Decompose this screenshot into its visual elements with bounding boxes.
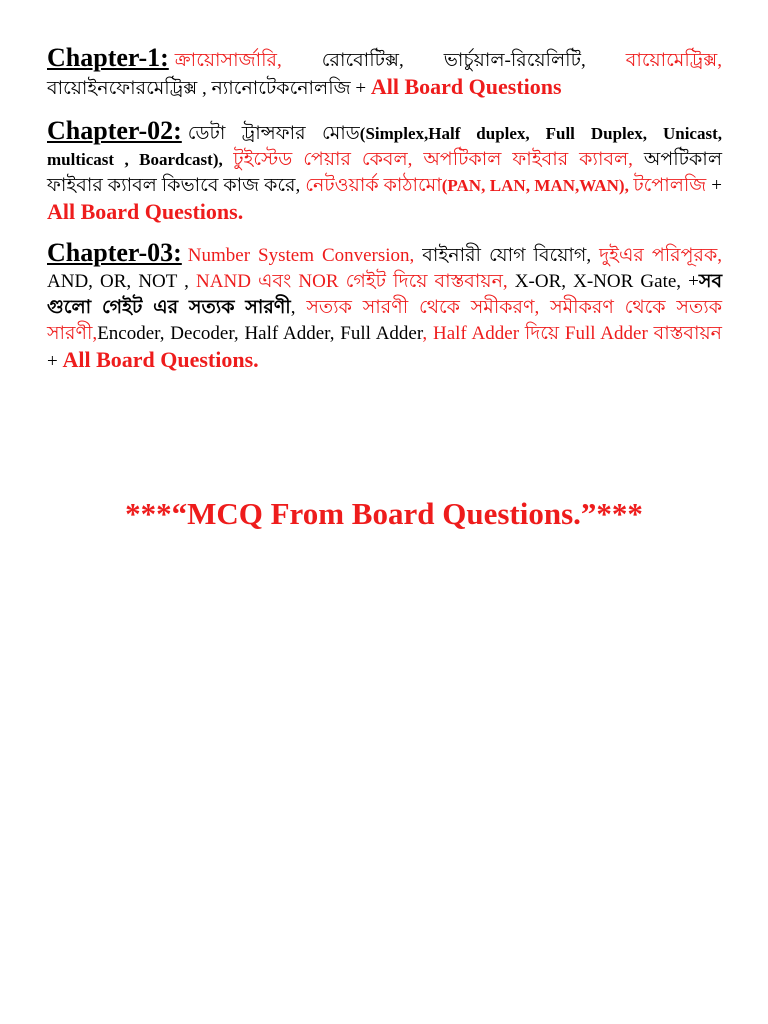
chapter-3-topic-basic-gates: AND, OR, NOT , — [47, 271, 197, 292]
chapter-3-plus: + — [47, 351, 63, 372]
chapter-3-board-questions: All Board Questions. — [62, 347, 259, 372]
chapter-3-topic-xor-gates: X-OR, X-NOR Gate, + — [507, 271, 699, 292]
chapter-1-board-questions: All Board Questions — [370, 74, 562, 99]
chapter-3-topic-complement: দুইএর পরিপূরক, — [599, 245, 722, 266]
chapter-3-paragraph — [47, 240, 722, 375]
chapter-2-topic-network-structure: নেটওয়ার্ক কাঠামো — [305, 175, 442, 196]
chapter-2-transfer-modes: (Simplex,Half duplex, Full Duplex, Unicast, multicast , Boardcast), — [47, 124, 723, 169]
chapter-1-heading: Chapter-1: — [47, 43, 169, 72]
chapter-2-paragraph — [47, 118, 722, 227]
chapter-3-topic-full-adder-impl: , Half Adder দিয়ে Full Adder বাস্তবায়ন — [422, 323, 722, 344]
chapter-1-topics-more: বায়োইনফোরমেট্রিক্স , ন্যানোটেকনোলজি + — [47, 78, 371, 99]
mcq-footer-heading: ***“MCQ From Board Questions.”*** — [125, 496, 643, 531]
chapter-1-paragraph — [47, 45, 722, 102]
chapter-3-heading: Chapter-03: — [47, 238, 182, 267]
chapter-1-topics: রোবোটিক্স, ভার্চুয়াল-রিয়েলিটি, — [281, 50, 626, 71]
chapter-2-plus: + — [706, 175, 722, 196]
chapter-3-separator: , — [290, 297, 307, 318]
chapter-2-topic-topology: টপোলজি — [633, 175, 707, 196]
chapter-3-topic-number-system: Number System Conversion, — [187, 245, 415, 266]
chapter-2-topic-cables: টুইস্টেড পেয়ার কেবল, অপটিকাল ফাইবার ক্যাবল, — [233, 149, 633, 170]
chapter-1-topic-biometrics: বায়োমেট্রিক্স, — [625, 50, 722, 71]
chapter-3-topic-truth-tables: সব গুলো গেইট এর সত্যক সারণী — [47, 271, 723, 318]
chapter-2-network-types: (PAN, LAN, MAN,WAN), — [441, 176, 634, 195]
chapter-1-topic-cryosurgery: ক্রায়োসার্জারি, — [174, 50, 282, 71]
chapter-3-topic-equations: সত্যক সারণী থেকে সমীকরণ, সমীকরণ থেকে সত্যক সারণী, — [47, 297, 723, 344]
chapter-2-heading: Chapter-02: — [47, 116, 182, 145]
chapter-3-topic-universal-gates: NAND এবং NOR গেইট দিয়ে বাস্তবায়ন, — [196, 271, 508, 292]
chapter-3-topic-binary-arithmetic: বাইনারী যোগ বিয়োগ, — [414, 245, 600, 266]
chapter-2-board-questions: All Board Questions. — [47, 199, 244, 224]
chapter-3-topic-encoders-adders: Encoder, Decoder, Half Adder, Full Adder — [97, 323, 423, 344]
chapter-2-topic-data-transfer: ডেটা ট্রান্সফার মোড — [187, 123, 360, 144]
chapter-2-topic-fiber-working: অপটিকাল ফাইবার ক্যাবল কিভাবে কাজ করে, — [47, 149, 722, 196]
